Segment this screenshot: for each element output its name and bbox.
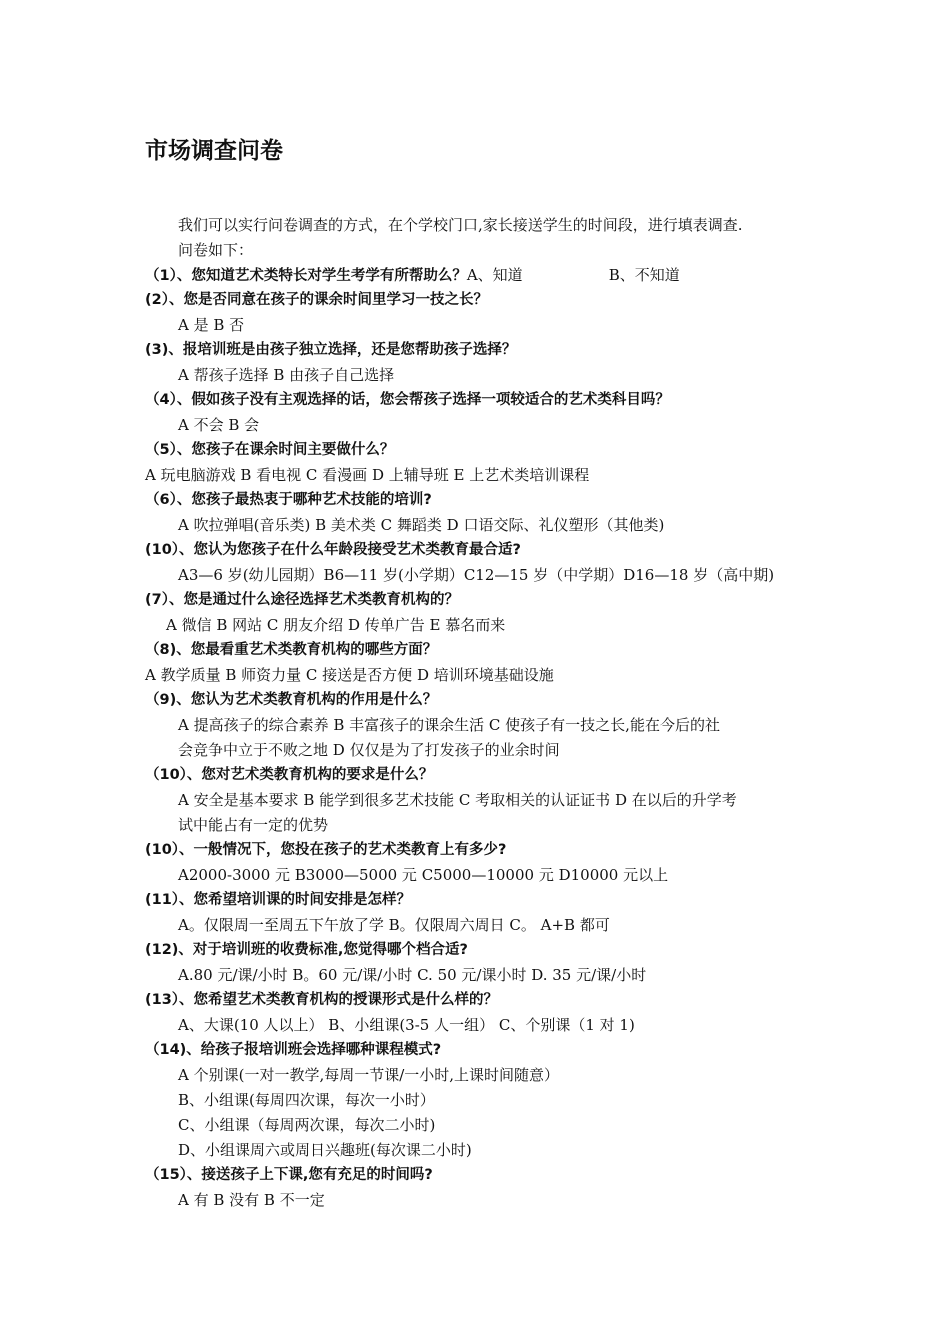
answer-options: A 帮孩子选择 B 由孩子自己选择 xyxy=(178,366,395,384)
question-13: (13）、您希望艺术类教育机构的授课形式是什么样的？ xyxy=(145,992,499,1008)
option-a: A、知道 xyxy=(466,266,523,284)
question-text: （1）、您知道艺术类特长对学生考学有所帮助么？ xyxy=(145,268,467,284)
question-12: (12)、对于培训班的收费标准,您觉得哪个档合适? xyxy=(145,942,468,958)
answer-options: A 微信 B 网站 C 朋友介绍 D 传单广告 E 慕名而来 xyxy=(166,616,506,634)
option-b: B、不知道 xyxy=(608,266,680,284)
answer-options: A3—6 岁(幼儿园期）B6—11 岁(小学期）C12—15 岁（中学期）D16—18 岁（高中期) xyxy=(178,566,775,584)
page-title: 市场调查问卷 xyxy=(145,138,283,164)
answer-options: 会竞争中立于不败之地 D 仅仅是为了打发孩子的业余时间 xyxy=(178,741,560,759)
question-14: （14)、给孩子报培训班会选择哪种课程模式? xyxy=(145,1042,442,1058)
question-15: （15）、接送孩子上下课,您有充足的时间吗? xyxy=(145,1167,433,1183)
question-11: (11）、您希望培训课的时间安排是怎样？ xyxy=(145,892,412,908)
answer-options: A 是 B 否 xyxy=(178,316,245,334)
answer-option: A 个别课(一对一教学,每周一节课/一小时,上课时间随意） xyxy=(178,1066,560,1084)
question-7: (7）、您是通过什么途径选择艺术类教育机构的？ xyxy=(145,592,459,608)
question-10-budget: (10）、一般情况下，您投在孩子的艺术类教育上有多少? xyxy=(145,842,507,858)
intro-line: 问卷如下： xyxy=(178,241,254,259)
answer-options: A 玩电脑游戏 B 看电视 C 看漫画 D 上辅导班 E 上艺术类培训课程 xyxy=(145,466,590,484)
question-10-age: (10）、您认为您孩子在什么年龄段接受艺术类教育最合适? xyxy=(145,542,521,558)
answer-options: A 有 B 没有 B 不一定 xyxy=(178,1191,325,1209)
question-3: (3)、报培训班是由孩子独立选择，还是您帮助孩子选择？ xyxy=(145,342,517,358)
question-10-requirements: （10）、您对艺术类教育机构的要求是什么？ xyxy=(145,767,434,783)
question-4: （4）、假如孩子没有主观选择的话，您会帮孩子选择一项较适合的艺术类科目吗？ xyxy=(145,392,670,408)
intro-line: 我们可以实行问卷调查的方式，在个学校门口,家长接送学生的时间段，进行填表调查. xyxy=(178,216,743,234)
question-5: （5）、您孩子在课余时间主要做什么？ xyxy=(145,442,395,458)
answer-options: A 教学质量 B 师资力量 C 接送是否方便 D 培训环境基础设施 xyxy=(145,666,554,684)
answer-option: C、小组课（每周两次课，每次二小时) xyxy=(178,1116,436,1134)
question-6: （6）、您孩子最热衷于哪种艺术技能的培训? xyxy=(145,492,432,508)
answer-options: A 吹拉弹唱(音乐类) B 美术类 C 舞蹈类 D 口语交际、礼仪塑形（其他类) xyxy=(178,516,665,534)
question-8: （8)、您最看重艺术类教育机构的哪些方面？ xyxy=(145,642,438,658)
answer-options: A 提高孩子的综合素养 B 丰富孩子的课余生活 C 使孩子有一技之长,能在今后的社 xyxy=(178,716,720,734)
question-2: (2）、您是否同意在孩子的课余时间里学习一技之长？ xyxy=(145,292,488,308)
question-1 xyxy=(145,264,680,287)
question-9: （9)、您认为艺术类教育机构的作用是什么？ xyxy=(145,692,438,708)
answer-options: A。仅限周一至周五下午放了学 B。仅限周六周日 C。 A+B 都可 xyxy=(178,916,610,934)
answer-options: A 安全是基本要求 B 能学到很多艺术技能 C 考取相关的认证证书 D 在以后的升学考 xyxy=(178,791,737,809)
answer-options: 试中能占有一定的优势 xyxy=(178,816,329,834)
answer-options: A、大课(10 人以上） B、小组课(3-5 人一组） C、个别课（1 对 1) xyxy=(178,1016,635,1034)
answer-options: A2000-3000 元 B3000—5000 元 C5000—10000 元 D10000 元以上 xyxy=(178,866,669,884)
answer-options: A.80 元/课/小时 B。60 元/课/小时 C. 50 元/课小时 D. 35 元/课/小时 xyxy=(178,966,647,984)
answer-option: D、小组课周六或周日兴趣班(每次课二小时) xyxy=(178,1141,472,1159)
answer-option: B、小组课(每周四次课，每次一小时） xyxy=(178,1091,435,1109)
answer-options: A 不会 B 会 xyxy=(178,416,260,434)
